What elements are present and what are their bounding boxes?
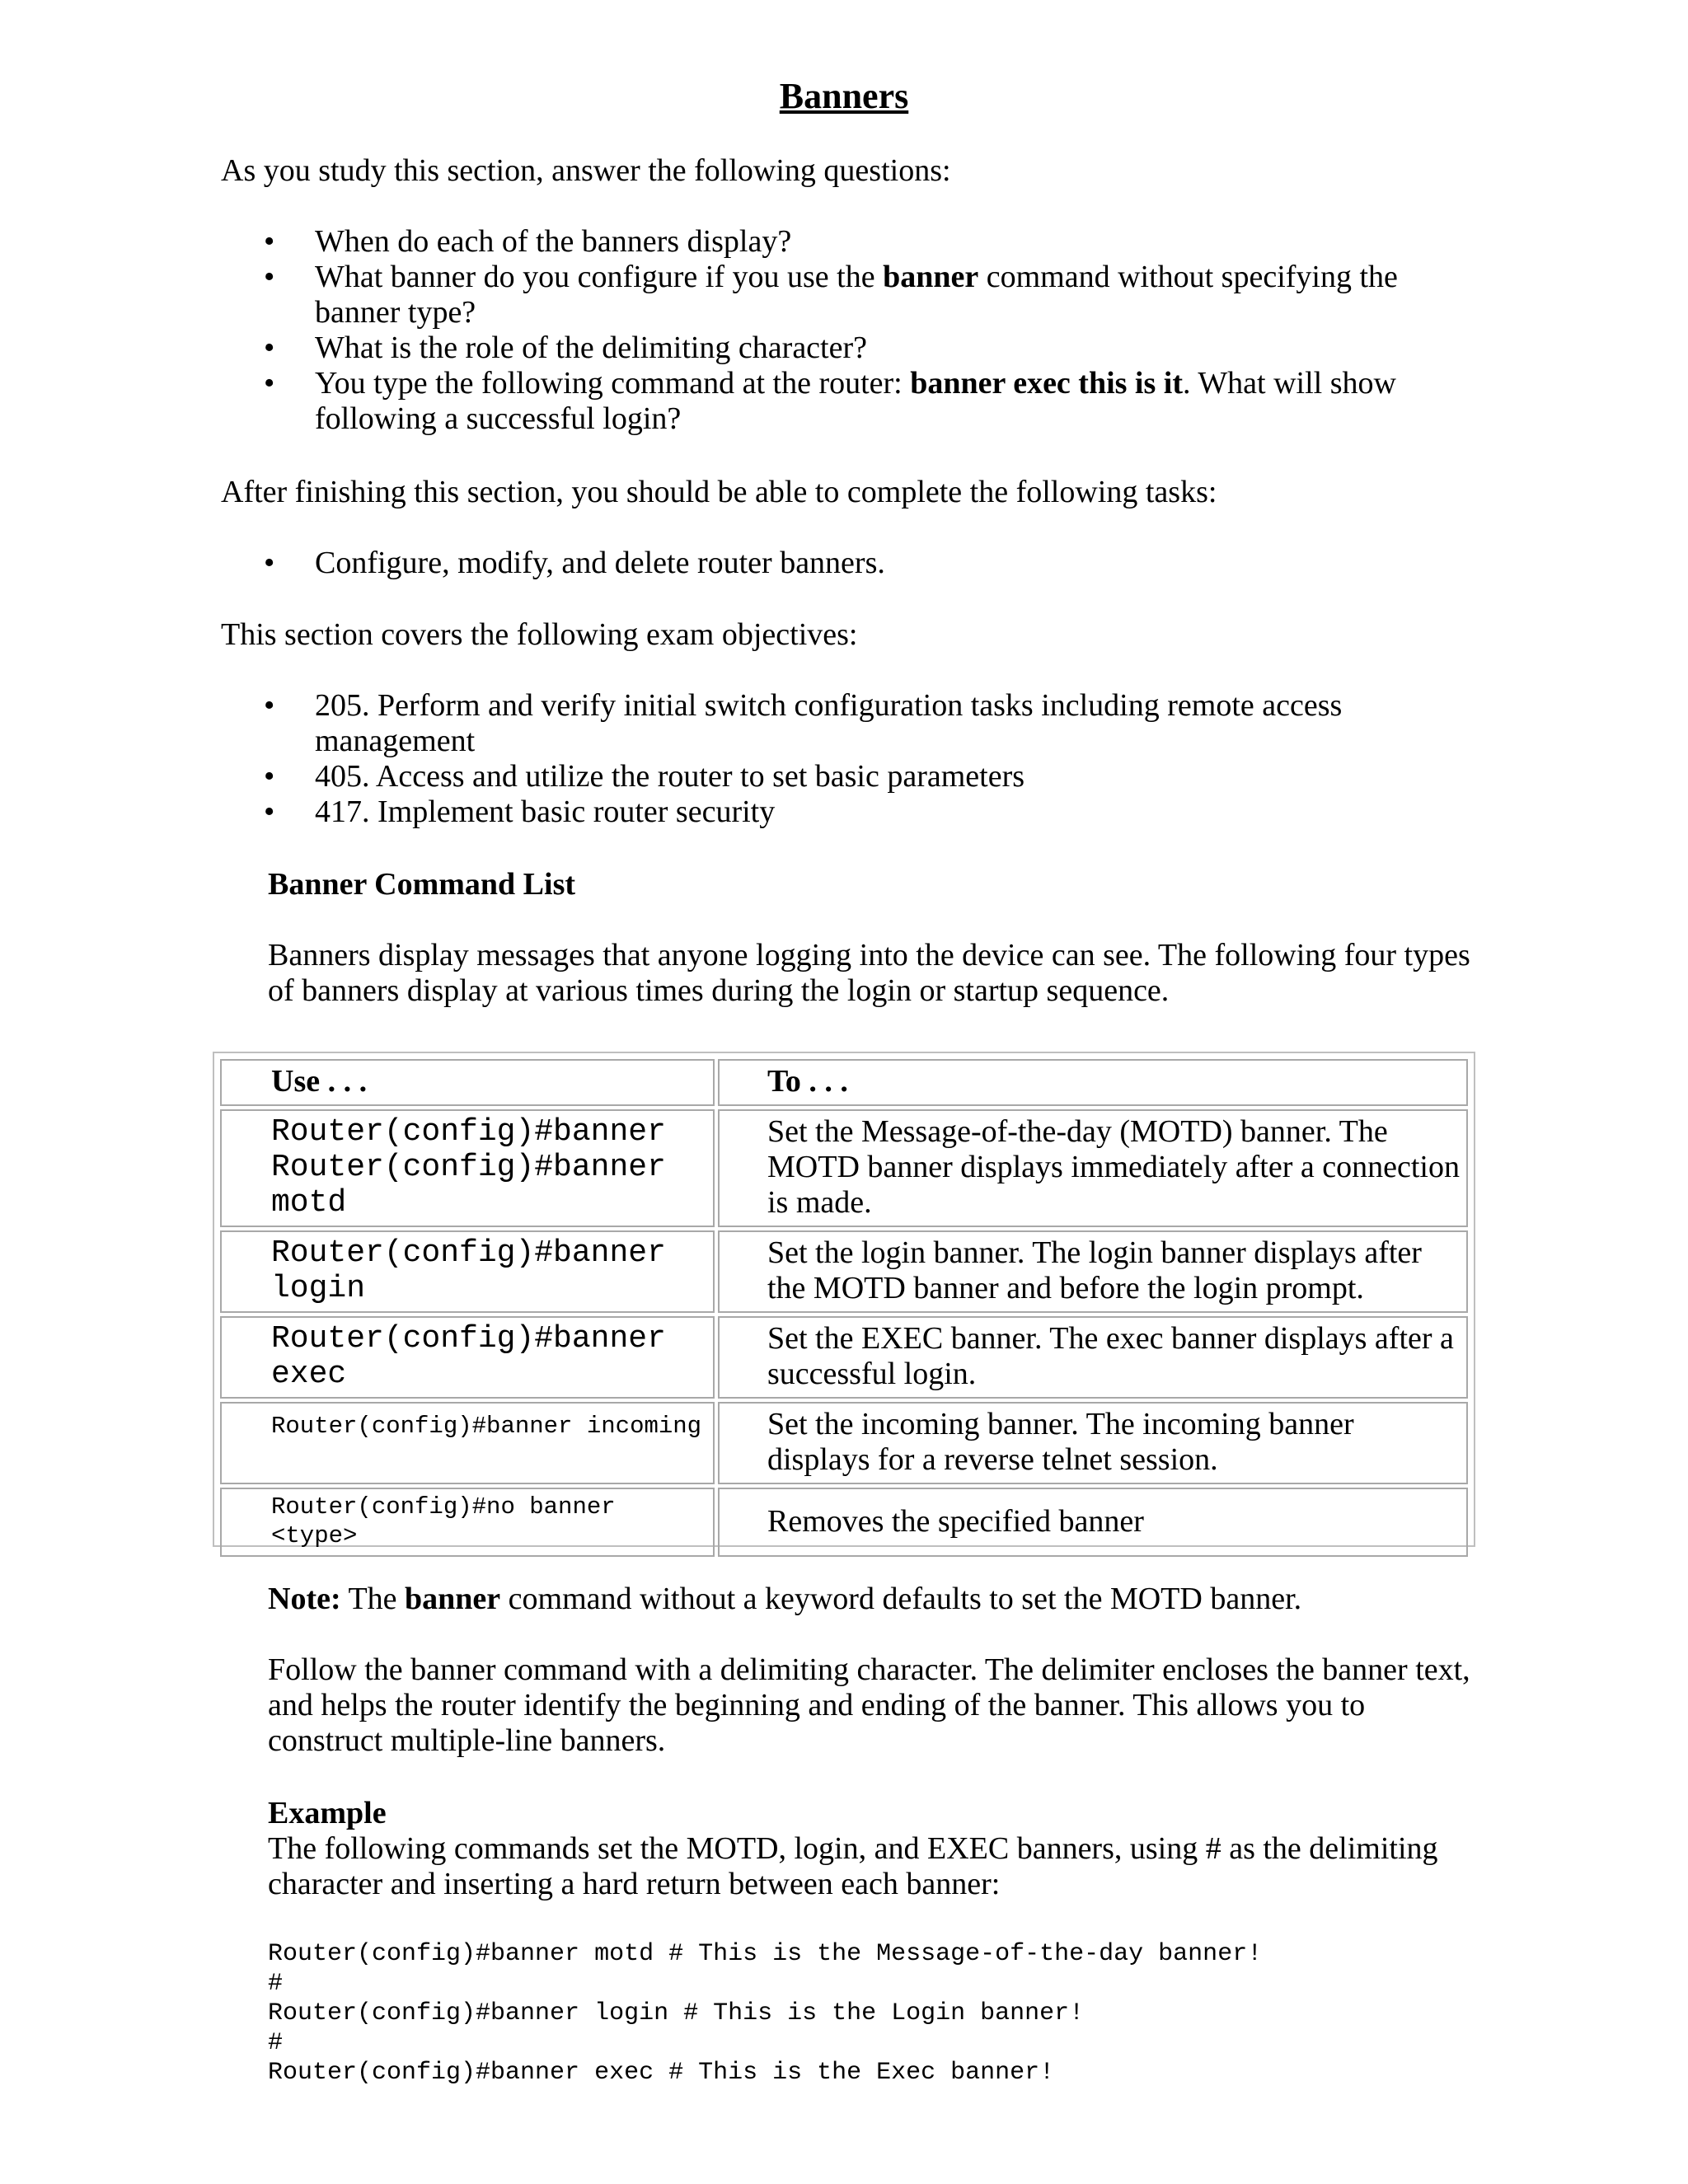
example-heading: Example [268, 1796, 387, 1830]
questions-lead: As you study this section, answer the following questions: [221, 153, 951, 188]
table-row [220, 1230, 1468, 1313]
code-line: Router(config)#banner exec # This is the Exec banner! [268, 2059, 1055, 2087]
bullet-icon: • [264, 224, 275, 259]
tasks-list [221, 546, 1457, 581]
bullet-icon: • [264, 366, 275, 401]
command-cell: Router(config)#banner Router(config)#banner motd [220, 1109, 715, 1227]
table-row [220, 1402, 1468, 1484]
command-table [217, 1056, 1471, 1560]
table-header-row [220, 1059, 1468, 1106]
note-paragraph: Note: The banner command without a keyword defaults to set the MOTD banner. [268, 1582, 1302, 1616]
command-cell: Router(config)#banner exec [220, 1316, 715, 1399]
description-cell: Set the login banner. The login banner displays after the MOTD banner and before the login prompt. [718, 1230, 1468, 1313]
delimiter-paragraph: Follow the banner command with a delimiting character. The delimiter encloses the banner text, and helps the router identify the beginning and ending of the banner. This allows you to construct multiple-line banners. [268, 1652, 1470, 1758]
code-line: Router(config)#banner login # This is the Login banner! [268, 1999, 1085, 2027]
objectives-lead: This section covers the following exam objectives: [221, 617, 858, 652]
list-item: • 405. Access and utilize the router to set basic parameters [264, 759, 1025, 794]
code-line: Router(config)#banner motd # This is the Message-of-the-day banner! [268, 1940, 1263, 1968]
description-cell: Set the Message-of-the-day (MOTD) banner. The MOTD banner displays immediately after a connection is made. [718, 1109, 1468, 1227]
list-item: • 205. Perform and verify initial switch configuration tasks including remote access management [264, 688, 1343, 758]
bullet-icon: • [264, 546, 275, 580]
list-item: • What is the role of the delimiting character? [264, 330, 867, 365]
bullet-icon: • [264, 688, 275, 723]
column-header-use: Use . . . [220, 1059, 715, 1106]
example-code-block [268, 1939, 1262, 2088]
list-item: • You type the following command at the router: banner exec this is it. What will show following a successful login? [264, 366, 1396, 436]
code-line: # [268, 2029, 284, 2057]
command-cell: Router(config)#banner login [220, 1230, 715, 1313]
bullet-icon: • [264, 330, 275, 365]
objectives-list [221, 688, 1457, 830]
bullet-icon: • [264, 759, 275, 794]
questions-list [221, 224, 1457, 437]
list-item: • 417. Implement basic router security [264, 794, 776, 829]
table-row [220, 1109, 1468, 1227]
page-title: Banners [779, 76, 909, 116]
table-row [220, 1488, 1468, 1557]
command-cell: Router(config)#banner incoming [220, 1402, 715, 1484]
list-item: • What banner do you configure if you use the banner command without specifying the banner type? [264, 260, 1398, 330]
bullet-icon: • [264, 260, 275, 294]
command-list-heading: Banner Command List [268, 867, 576, 902]
description-cell: Set the incoming banner. The incoming banner displays for a reverse telnet session. [718, 1402, 1468, 1484]
list-item: • Configure, modify, and delete router banners. [264, 546, 885, 580]
bullet-icon: • [264, 794, 275, 829]
command-cell: Router(config)#no banner <type> [220, 1488, 715, 1557]
banner-command-table [213, 1052, 1475, 1547]
list-item: • When do each of the banners display? [264, 224, 792, 259]
example-description: The following commands set the MOTD, login, and EXEC banners, using # as the delimiting character and inserting a hard return between each banner: [268, 1831, 1438, 1901]
code-line: # [268, 1970, 284, 1998]
tasks-lead: After finishing this section, you should be able to complete the following tasks: [221, 475, 1217, 509]
description-cell: Set the EXEC banner. The exec banner displays after a successful login. [718, 1316, 1468, 1399]
description-cell: Removes the specified banner [718, 1488, 1468, 1557]
column-header-to: To . . . [718, 1059, 1468, 1106]
command-list-description: Banners display messages that anyone logging into the device can see. The following four types of banners display at various times during the login or startup sequence. [268, 938, 1470, 1008]
table-row [220, 1316, 1468, 1399]
